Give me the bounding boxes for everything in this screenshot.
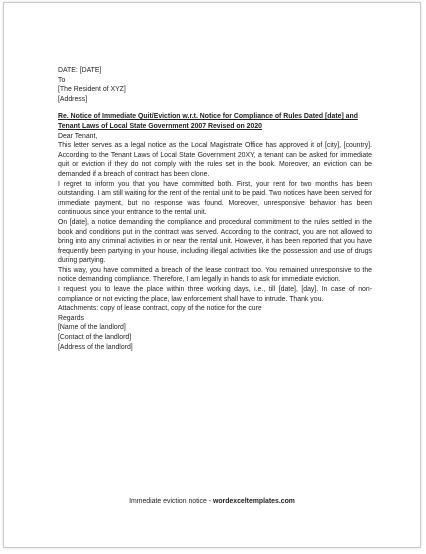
body-paragraph-5: I request you to leave the place within three working days, i.e., till [date], [day]. In case of non-compliance or not evicting the place, law enforcement shall have to intrude. Thank you. — [58, 286, 372, 303]
body-paragraph-1: This letter serves as a legal notice as the Local Magistrate Office has approved it of [city], [country]. According to the Tenant Laws of Local State Government 20XY, a tenant can be asked for immediate quit or eviction if they do not comply with the rules set in the book. Moreover, an eviction can be demanded if a breach of contract has been clone. — [58, 142, 372, 178]
salutation: Dear Tenant, — [58, 132, 98, 140]
signature-address: [Address of the landlord] — [58, 343, 133, 351]
footer-label: Immediate eviction notice - — [129, 498, 213, 505]
document-page — [3, 2, 421, 548]
closing: Regards — [58, 314, 85, 322]
attachments-line: Attachments: copy of lease contract, copy of the notice for the cure — [58, 305, 262, 313]
letter-body — [58, 66, 372, 352]
body-paragraph-4: This way, you have committed a breach of the lease contract too. You remained unresponsive to the notice demanding compliance. Therefore, I am legally in hands to ask for immediate eviction. — [58, 266, 372, 284]
body-paragraph-3: On [date], a notice demanding the compliance and procedural commitment to the rules settled in the book and conditions put in the contract was served. According to the contract, you are not allowed to bring into any criminal activities in or near the rental unit. However, it has been reported that you have frequently been partying in your house, including illegal activities like the possession and use of drugs during partying. — [58, 218, 372, 265]
date-line: DATE: [DATE] — [58, 67, 102, 74]
footer-site-link[interactable]: wordexceltemplates.com — [212, 498, 295, 505]
page-footer — [4, 498, 420, 505]
to-label: To — [58, 76, 66, 84]
recipient-block — [58, 85, 372, 104]
recipient-name: [The Resident of XYZ] — [58, 86, 126, 94]
recipient-address: [Address] — [58, 95, 88, 103]
subject-line: Re. Notice of Immediate Quit/Eviction w.r.t. Notice for Compliance of Rules Dated [date] and Tenant Laws of Local State Government 2007 Revised on 2020 — [58, 113, 358, 130]
signature-name: [Name of the landlord] — [58, 324, 126, 332]
signature-contact: [Contact of the landlord] — [58, 334, 132, 342]
body-paragraph-2: I regret to inform you that you have committed both. First, your rent for two months has been outstanding. I am still waiting for the rent of the rental unit to be paid. Two notices have been served for immediate payment, but no response was found. Moreover, unresponsive behavior has been continuous since your entrance to the rental unit. — [58, 180, 372, 217]
signature-block — [58, 323, 372, 352]
